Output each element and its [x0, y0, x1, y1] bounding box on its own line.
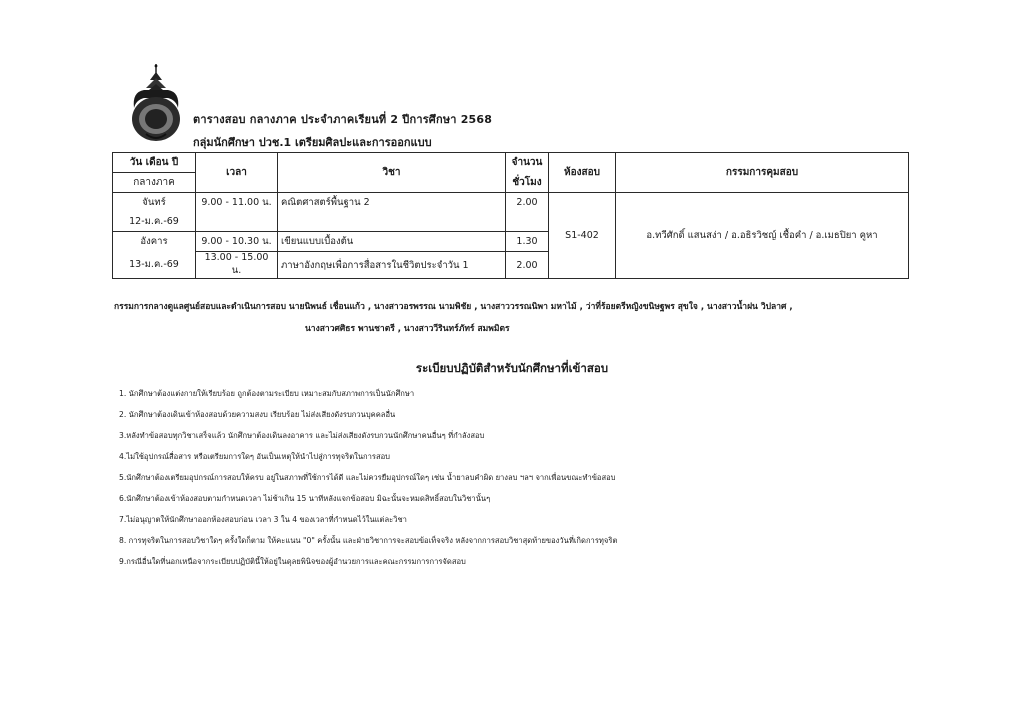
rule-item: 6.นักศึกษาต้องเข้าห้องสอบตามกำหนดเวลา ไม่ช้าเกิน 15 นาทีหลังแจกข้อสอบ มิฉะนั้นจะหมดสิทธิ์สอบในวิชานั้นๆ	[119, 494, 491, 503]
rules-title: ระเบียบปฏิบัติสำหรับนักศึกษาที่เข้าสอบ	[415, 361, 609, 375]
rule-item: 3.หลังทำข้อสอบทุกวิชาเสร็จแล้ว นักศึกษาต้องเดินลงอาคาร และไม่ส่งเสียงดังรบกวนนักศึกษาคนอื่นๆ ที่กำลังสอบ	[119, 431, 485, 440]
document-title: ตารางสอบ กลางภาค ประจำภาคเรียนที่ 2 ปีการศึกษา 2568	[193, 113, 493, 126]
table-header-row	[113, 153, 909, 173]
cell-subject: ภาษาอังกฤษเพื่อการสื่อสารในชีวิตประจำวัน 1	[278, 252, 506, 279]
cell-date: 13-ม.ค.-69	[113, 252, 196, 279]
cell-subject: เขียนแบบเบื้องต้น	[278, 232, 506, 252]
rule-item: 4.ไม่ใช้อุปกรณ์สื่อสาร หรือเตรียมการใดๆ อันเป็นเหตุให้นำไปสู่การทุจริตในการสอบ	[119, 452, 390, 461]
rule-item: 5.นักศึกษาต้องเตรียมอุปกรณ์การสอบให้ครบ อยู่ในสภาพที่ใช้การได้ดี และไม่ควรยืมอุปกรณ์ใดๆ เช่น น้ำยาลบคำผิด ยางลบ ฯลฯ จากเพื่อนขณะทำข้อสอบ	[119, 473, 616, 482]
cell-date: 12-ม.ค.-69	[113, 212, 196, 232]
cell-time: 9.00 - 10.30 น.	[196, 232, 278, 252]
exam-schedule-table	[112, 152, 909, 279]
rule-item: 2. นักศึกษาต้องเดินเข้าห้องสอบด้วยความสงบ เรียบร้อย ไม่ส่งเสียงดังรบกวนบุคคลอื่น	[119, 410, 396, 419]
institution-seal-icon	[128, 62, 184, 144]
cell-proctors: อ.ทวีศักดิ์ แสนสง่า / อ.อธิรวิชญ์ เชื้อคำ / อ.เมธปิยา คูหา	[616, 193, 909, 279]
cell-day: จันทร์	[113, 193, 196, 213]
cell-subject	[278, 212, 506, 232]
header-hours-2: ชั่วโมง	[506, 173, 549, 193]
header-proctors: กรรมการคุมสอบ	[616, 153, 909, 193]
header-term: กลางภาค	[113, 173, 196, 193]
cell-subject: คณิตศาสตร์พื้นฐาน 2	[278, 193, 506, 213]
central-committee-line-1: กรรมการกลางดูแลศูนย์สอบและดำเนินการสอบ นายนิพนธ์ เชื่อนแก้ว , นางสาวอรพรรณ นามพิชัย , นางสาววรรณนิพา มหาไม้ , ว่าที่ร้อยตรีหญิงขนิษฐพร สุขใจ , นางสาวน้ำฝน วิปลาศ ,	[114, 302, 793, 312]
rule-item: 1. นักศึกษาต้องแต่งกายให้เรียบร้อย ถูกต้องตามระเบียบ เหมาะสมกับสภาพการเป็นนักศึกษา	[119, 389, 415, 398]
rule-item: 7.ไม่อนุญาตให้นักศึกษาออกห้องสอบก่อน เวลา 3 ใน 4 ของเวลาที่กำหนดไว้ในแต่ละวิชา	[119, 515, 407, 524]
cell-time: 13.00 - 15.00 น.	[196, 252, 278, 279]
cell-hours: 2.00	[506, 193, 549, 213]
cell-hours: 1.30	[506, 232, 549, 252]
central-committee-line-2: นางสาวศศิธร พานชาตรี , นางสาววีรินทร์ภัทร์ สมพมิตร	[305, 324, 510, 334]
header-subject: วิชา	[278, 153, 506, 193]
cell-day: อังคาร	[113, 232, 196, 252]
header-day: วัน เดือน ปี	[113, 153, 196, 173]
rule-item: 8. การทุจริตในการสอบวิชาใดๆ ครั้งใดก็ตาม ให้คะแนน "0" ครั้งนั้น และฝ่ายวิชาการจะสอบข้อเท็จจริง หลังจากการสอบวิชาสุดท้ายของวันที่เกิดการทุจริต	[119, 536, 618, 545]
cell-room: S1-402	[549, 193, 616, 279]
header-room: ห้องสอบ	[549, 153, 616, 193]
header-hours-1: จำนวน	[506, 153, 549, 173]
cell-hours: 2.00	[506, 252, 549, 279]
table-row	[113, 193, 909, 213]
header-time: เวลา	[196, 153, 278, 193]
rule-item: 9.กรณีอื่นใดที่นอกเหนือจากระเบียบปฏิบัตินี้ให้อยู่ในดุลยพินิจของผู้อำนวยการและคณะกรรมการการจัดสอบ	[119, 557, 466, 566]
student-group: กลุ่มนักศึกษา ปวช.1 เตรียมศิลปะและการออกแบบ	[193, 136, 432, 149]
cell-time	[196, 212, 278, 232]
cell-time: 9.00 - 11.00 น.	[196, 193, 278, 213]
cell-hours	[506, 212, 549, 232]
